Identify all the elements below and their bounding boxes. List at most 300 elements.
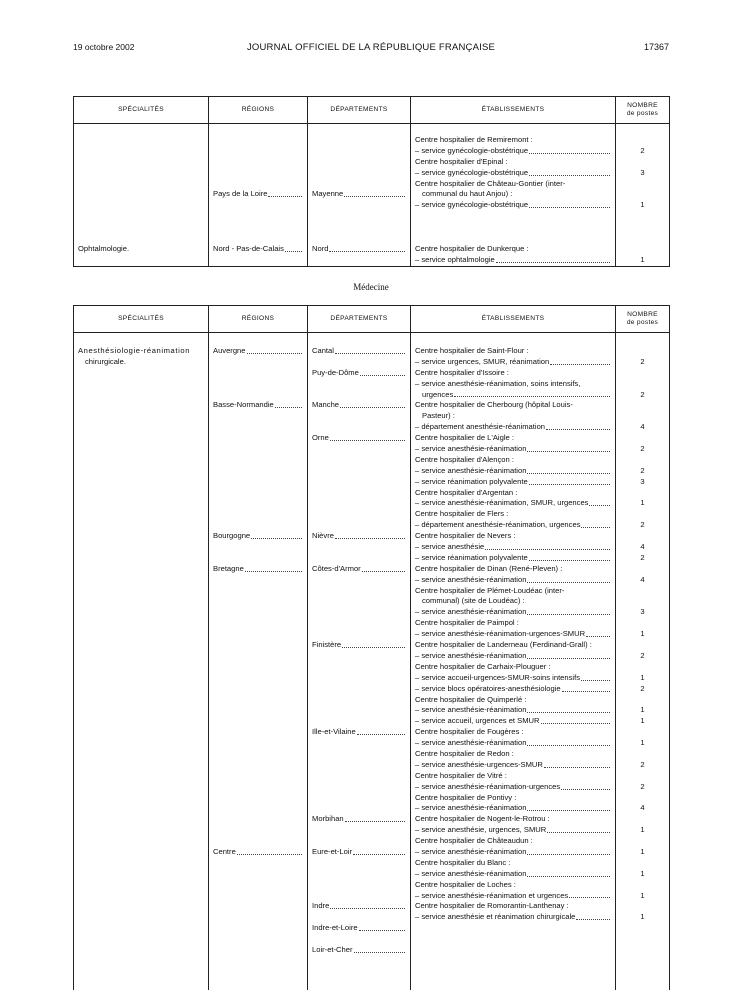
- text-line: Centre hospitalier de Cherbourg (hôpital Louis-: [415, 400, 573, 410]
- col-header-specialites: SPÉCIALITÉS: [74, 97, 209, 124]
- text-line: [620, 222, 665, 233]
- text-line: [78, 444, 204, 455]
- text-line: [620, 814, 665, 825]
- text-line: 4: [640, 803, 645, 813]
- text-line: Centre hospitalier du Blanc :: [415, 857, 511, 867]
- text-line: 1: [640, 200, 645, 210]
- text-line: [620, 411, 665, 422]
- text-line: [312, 168, 406, 179]
- text-line: Centre hospitalier de Château-Gontier (inter-: [415, 178, 566, 188]
- text-line: [213, 411, 303, 422]
- text-line: – service réanimation polyvalente: [415, 477, 611, 488]
- text-line: 2: [640, 520, 645, 530]
- text-line: [620, 433, 665, 444]
- col-header-specialites: SPÉCIALITÉS: [74, 306, 209, 333]
- text-line: [620, 244, 665, 255]
- text-line: [213, 596, 303, 607]
- col-header-regions: RÉGIONS: [209, 97, 308, 124]
- text-line: 4: [640, 574, 645, 584]
- cell-departement: [308, 124, 411, 266]
- text-line: [415, 934, 611, 945]
- text-line: [620, 640, 665, 651]
- text-line: [78, 934, 204, 945]
- text-line: urgences: [415, 390, 611, 401]
- text-line: – service anesthésie, urgences, SMUR: [415, 825, 611, 836]
- text-line: Cantal: [312, 346, 406, 357]
- text-line: [312, 509, 406, 520]
- text-line: – service anesthésie-réanimation-urgences-SMUR: [415, 629, 611, 640]
- text-line: [312, 411, 406, 422]
- text-line: [213, 233, 303, 244]
- text-line: 1: [640, 629, 645, 639]
- text-line: [78, 368, 204, 379]
- text-line: [620, 157, 665, 168]
- text-line: [78, 379, 204, 390]
- text-line: 1: [640, 498, 645, 508]
- text-line: – service anesthésie-réanimation-urgences: [415, 782, 611, 793]
- text-line: Nord - Pas-de-Calais: [213, 244, 303, 255]
- text-line: [78, 716, 204, 727]
- text-line: [620, 564, 665, 575]
- text-line: [78, 684, 204, 695]
- text-line: – service anesthésie-réanimation: [415, 847, 611, 858]
- text-line: [213, 814, 303, 825]
- text-line: Centre hospitalier d'Argentan :: [415, 487, 518, 497]
- text-line: [620, 836, 665, 847]
- text-line: [312, 233, 406, 244]
- text-line: [78, 411, 204, 422]
- text-line: chirurgicale.: [85, 356, 126, 366]
- text-line: Ille-et-Vilaine: [312, 727, 406, 738]
- text-line: [312, 618, 406, 629]
- text-line: [78, 891, 204, 902]
- text-line: Nièvre: [312, 531, 406, 542]
- text-line: 1: [640, 705, 645, 715]
- text-line: [78, 956, 204, 967]
- text-line: [312, 738, 406, 749]
- text-line: [213, 836, 303, 847]
- text-line: [213, 912, 303, 923]
- text-line: – service ophtalmologie: [415, 255, 611, 266]
- text-line: [312, 542, 406, 553]
- text-line: 2: [640, 145, 645, 155]
- text-line: [78, 157, 204, 168]
- text-line: Puy-de-Dôme: [312, 368, 406, 379]
- text-line: [78, 880, 204, 891]
- text-line: [78, 607, 204, 618]
- text-line: 2: [640, 465, 645, 475]
- text-line: [415, 222, 611, 233]
- text-line: Centre hospitalier de Fougères :: [415, 727, 524, 737]
- text-line: [78, 433, 204, 444]
- text-line: [213, 760, 303, 771]
- text-line: – service blocs opératoires-anesthésiologie: [415, 684, 611, 695]
- text-line: [620, 135, 665, 146]
- text-line: [620, 901, 665, 912]
- text-line: [213, 825, 303, 836]
- text-line: [78, 390, 204, 401]
- text-line: [78, 967, 204, 978]
- cell-departement: [308, 333, 411, 990]
- text-line: – service anesthésie-réanimation, SMUR, urgences: [415, 498, 611, 509]
- text-line: – service anesthésie: [415, 542, 611, 553]
- text-line: Manche: [312, 400, 406, 411]
- text-line: – service gynécologie-obstétrique: [415, 168, 611, 179]
- text-line: [213, 357, 303, 368]
- text-line: [620, 488, 665, 499]
- text-line: [213, 586, 303, 597]
- text-line: [620, 662, 665, 673]
- text-line: 1: [640, 672, 645, 682]
- text-line: [620, 189, 665, 200]
- text-line: 1: [640, 254, 645, 264]
- text-line: [78, 168, 204, 179]
- text-line: [312, 520, 406, 531]
- text-line: [312, 466, 406, 477]
- text-line: Pasteur) :: [422, 411, 455, 421]
- text-line: – service réanimation polyvalente: [415, 553, 611, 564]
- text-line: [78, 255, 204, 266]
- table-gyneco-ophtalmo: [73, 96, 670, 267]
- text-line: [213, 575, 303, 586]
- text-line: – service accueil-urgences-SMUR-soins intensifs: [415, 673, 611, 684]
- text-line: [213, 509, 303, 520]
- text-line: [213, 727, 303, 738]
- text-line: [312, 836, 406, 847]
- text-line: [312, 488, 406, 499]
- text-line: [78, 782, 204, 793]
- text-line: 4: [640, 542, 645, 552]
- text-line: [213, 211, 303, 222]
- text-line: 3: [640, 476, 645, 486]
- text-line: – service anesthésie-réanimation: [415, 651, 611, 662]
- text-line: [312, 179, 406, 190]
- text-line: [78, 923, 204, 934]
- text-line: [415, 945, 611, 956]
- text-line: 2: [640, 781, 645, 791]
- text-line: [312, 825, 406, 836]
- text-line: – service anesthésie-urgences-SMUR: [415, 760, 611, 771]
- text-line: Centre hospitalier de L'Aigle :: [415, 433, 514, 443]
- text-line: [620, 793, 665, 804]
- text-line: [78, 498, 204, 509]
- text-line: – service anesthésie-réanimation: [415, 705, 611, 716]
- text-line: [620, 233, 665, 244]
- text-line: [78, 477, 204, 488]
- text-line: [620, 596, 665, 607]
- text-line: Centre hospitalier de Nevers :: [415, 531, 516, 541]
- text-line: [312, 760, 406, 771]
- text-line: [312, 390, 406, 401]
- text-line: [312, 803, 406, 814]
- text-line: [312, 978, 406, 989]
- text-line: – département anesthésie-réanimation: [415, 422, 611, 433]
- text-line: [78, 553, 204, 564]
- text-line: – service anesthésie-réanimation: [415, 444, 611, 455]
- text-line: [312, 200, 406, 211]
- text-line: Centre hospitalier d'Issoire :: [415, 367, 509, 377]
- text-line: [312, 793, 406, 804]
- text-line: [312, 444, 406, 455]
- text-line: [312, 869, 406, 880]
- text-line: 3: [640, 607, 645, 617]
- text-line: 3: [640, 167, 645, 177]
- text-line: Ophtalmologie.: [78, 243, 130, 253]
- text-line: [620, 379, 665, 390]
- text-line: [312, 607, 406, 618]
- text-line: [78, 803, 204, 814]
- text-line: [312, 596, 406, 607]
- text-line: 2: [640, 650, 645, 660]
- text-line: [213, 967, 303, 978]
- text-line: 4: [640, 422, 645, 432]
- text-line: [415, 233, 611, 244]
- text-line: [213, 498, 303, 509]
- text-line: [312, 157, 406, 168]
- text-line: Mayenne: [312, 189, 406, 200]
- text-line: [620, 346, 665, 357]
- text-line: [620, 586, 665, 597]
- text-line: [312, 705, 406, 716]
- text-line: [620, 695, 665, 706]
- text-line: [620, 967, 665, 978]
- text-line: [213, 455, 303, 466]
- text-line: [78, 179, 204, 190]
- text-line: [312, 695, 406, 706]
- text-line: [213, 444, 303, 455]
- text-line: [78, 901, 204, 912]
- text-line: [213, 673, 303, 684]
- text-line: [312, 662, 406, 673]
- text-line: – service anesthésie-réanimation: [415, 738, 611, 749]
- text-line: Eure-et-Loir: [312, 847, 406, 858]
- text-line: [312, 673, 406, 684]
- page-date: 19 octobre 2002: [73, 42, 135, 52]
- text-line: [620, 978, 665, 989]
- text-line: [620, 945, 665, 956]
- text-line: [312, 771, 406, 782]
- cell-region: [209, 333, 308, 990]
- text-line: [213, 695, 303, 706]
- text-line: [78, 422, 204, 433]
- text-line: [213, 651, 303, 662]
- text-line: [78, 455, 204, 466]
- text-line: 2: [640, 444, 645, 454]
- text-line: [213, 782, 303, 793]
- text-line: [415, 967, 611, 978]
- text-line: [312, 357, 406, 368]
- text-line: [78, 509, 204, 520]
- text-line: [78, 651, 204, 662]
- text-line: [78, 135, 204, 146]
- text-line: communal) (site de Loudéac) :: [422, 596, 525, 606]
- text-line: [312, 455, 406, 466]
- text-line: [78, 727, 204, 738]
- text-line: – service anesthésie-réanimation: [415, 466, 611, 477]
- text-line: [620, 211, 665, 222]
- text-line: [620, 880, 665, 891]
- text-line: [78, 760, 204, 771]
- text-line: [213, 157, 303, 168]
- text-line: Centre hospitalier de Paimpol :: [415, 618, 519, 628]
- page-header: [73, 42, 669, 56]
- text-line: [312, 858, 406, 869]
- text-line: – service anesthésie-réanimation, soins intensifs,: [415, 378, 581, 388]
- text-line: [78, 233, 204, 244]
- cell-region: [209, 124, 308, 266]
- text-line: [78, 836, 204, 847]
- text-line: [213, 945, 303, 956]
- text-line: – service anesthésie-réanimation: [415, 803, 611, 814]
- text-line: [213, 749, 303, 760]
- cell-nombre: [616, 333, 670, 990]
- text-line: [78, 640, 204, 651]
- text-line: [312, 135, 406, 146]
- text-line: [78, 662, 204, 673]
- text-line: [213, 553, 303, 564]
- text-line: [78, 738, 204, 749]
- text-line: [312, 575, 406, 586]
- text-line: [312, 553, 406, 564]
- text-line: [78, 189, 204, 200]
- text-line: 2: [640, 356, 645, 366]
- text-line: [78, 211, 204, 222]
- text-line: – service urgences, SMUR, réanimation: [415, 357, 611, 368]
- text-line: [620, 618, 665, 629]
- text-line: Centre hospitalier de Flers :: [415, 509, 509, 519]
- text-line: Centre hospitalier d'Epinal :: [415, 156, 508, 166]
- text-line: Loir-et-Cher: [312, 945, 406, 956]
- text-line: [312, 222, 406, 233]
- text-line: Centre hospitalier de Vitré :: [415, 770, 507, 780]
- text-line: [78, 400, 204, 411]
- page-number: 17367: [643, 42, 669, 52]
- text-line: [78, 542, 204, 553]
- text-line: Centre hospitalier de Carhaix-Plouguer :: [415, 661, 551, 671]
- text-line: [78, 814, 204, 825]
- text-line: [620, 934, 665, 945]
- text-line: [415, 211, 611, 222]
- col-header-departements: DÉPARTEMENTS: [308, 97, 411, 124]
- text-line: Auvergne: [213, 346, 303, 357]
- text-line: Centre hospitalier d'Alençon :: [415, 454, 514, 464]
- text-line: [312, 255, 406, 266]
- text-line: 1: [640, 738, 645, 748]
- text-line: – service anesthésie-réanimation et urgences: [415, 891, 611, 902]
- text-line: [620, 531, 665, 542]
- text-line: [213, 869, 303, 880]
- text-line: [213, 705, 303, 716]
- text-line: [213, 542, 303, 553]
- text-line: [312, 967, 406, 978]
- text-line: [213, 662, 303, 673]
- text-line: [312, 749, 406, 760]
- text-line: Morbihan: [312, 814, 406, 825]
- text-line: [312, 498, 406, 509]
- text-line: [213, 520, 303, 531]
- text-line: [213, 738, 303, 749]
- text-line: [78, 912, 204, 923]
- text-line: 1: [640, 716, 645, 726]
- text-line: [620, 727, 665, 738]
- section-title: Médecine: [353, 282, 389, 292]
- text-line: [78, 200, 204, 211]
- text-line: [312, 379, 406, 390]
- text-line: 2: [640, 683, 645, 693]
- text-line: Nord: [312, 244, 406, 255]
- text-line: [78, 531, 204, 542]
- cell-specialite: [74, 124, 209, 266]
- text-line: [620, 923, 665, 934]
- text-line: [213, 390, 303, 401]
- text-line: Indre-et-Loire: [312, 923, 406, 934]
- text-line: [213, 179, 303, 190]
- text-line: [620, 858, 665, 869]
- text-line: [213, 200, 303, 211]
- text-line: 2: [640, 552, 645, 562]
- text-line: [213, 379, 303, 390]
- text-line: Centre hospitalier de Saint-Flour :: [415, 346, 529, 355]
- text-line: [620, 749, 665, 760]
- text-line: [213, 934, 303, 945]
- text-line: [312, 586, 406, 597]
- text-line: [213, 771, 303, 782]
- text-line: [213, 716, 303, 727]
- text-line: 1: [640, 846, 645, 856]
- text-line: [78, 564, 204, 575]
- col-header-nombre: NOMBRE de postes: [616, 306, 670, 333]
- text-line: 1: [640, 912, 645, 922]
- cell-nombre: [616, 124, 670, 266]
- text-line: [213, 858, 303, 869]
- text-line: [78, 825, 204, 836]
- text-line: [213, 255, 303, 266]
- col-header-regions: RÉGIONS: [209, 306, 308, 333]
- text-line: [312, 146, 406, 157]
- text-line: [78, 978, 204, 989]
- text-line: Finistère: [312, 640, 406, 651]
- text-line: Bourgogne: [213, 531, 303, 542]
- text-line: [312, 477, 406, 488]
- text-line: 1: [640, 890, 645, 900]
- text-line: [78, 793, 204, 804]
- col-header-nombre: NOMBRE de postes: [616, 97, 670, 124]
- text-line: 2: [640, 759, 645, 769]
- text-line: [78, 771, 204, 782]
- text-line: [213, 466, 303, 477]
- text-line: [213, 433, 303, 444]
- text-line: Centre hospitalier de Loches :: [415, 879, 516, 889]
- text-line: Centre hospitalier de Nogent-le-Rotrou :: [415, 814, 550, 824]
- text-line: Centre hospitalier de Châteaudun :: [415, 836, 533, 846]
- journal-title: JOURNAL OFFICIEL DE LA RÉPUBLIQUE FRANÇAISE: [246, 42, 496, 53]
- text-line: – service accueil, urgences et SMUR: [415, 716, 611, 727]
- text-line: [78, 596, 204, 607]
- text-line: [213, 135, 303, 146]
- text-line: Centre hospitalier de Romorantin-Lanthenay :: [415, 901, 569, 911]
- cell-specialite: [74, 333, 209, 990]
- text-line: – département anesthésie-réanimation, urgences: [415, 520, 611, 531]
- text-line: [213, 803, 303, 814]
- text-line: [415, 978, 611, 989]
- text-line: [312, 956, 406, 967]
- text-line: [415, 956, 611, 967]
- text-line: Basse-Normandie: [213, 400, 303, 411]
- text-line: [78, 749, 204, 760]
- text-line: Centre hospitalier de Dunkerque :: [415, 243, 529, 253]
- text-line: Indre: [312, 901, 406, 912]
- text-line: [312, 716, 406, 727]
